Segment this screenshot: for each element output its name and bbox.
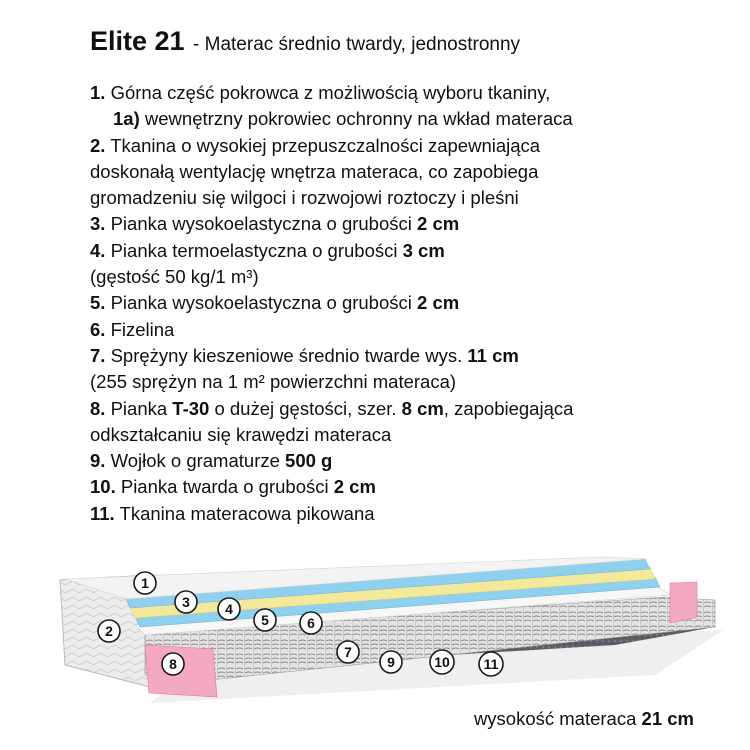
spec-item [90,501,730,527]
mattress-cross-section [55,555,730,705]
spec-value: 2 cm [417,292,460,314]
height-value: 21 cm [641,708,694,729]
callout-5 [254,609,276,631]
spec-number: 8. [90,397,106,419]
callout-10 [430,650,454,674]
spec-text: Wojłok o gramaturze [110,450,280,472]
callout-label: 3 [182,594,190,610]
spec-item [90,106,730,132]
callout-4 [218,598,240,620]
spec-number: 2. [90,134,106,156]
callout-label: 8 [169,656,177,672]
spec-text: Tkanina materacowa pikowana [119,502,375,524]
spec-text: Tkanina o wysokiej przepuszczalności zapewniająca [110,134,541,156]
spec-continuation: (255 sprężyn na 1 m² powierzchni materaca) [90,371,457,393]
spec-number: 3. [90,213,106,235]
height-label: wysokość materaca [473,708,637,729]
spec-text: Górna część pokrowca z możliwością wyboru tkaniny, [110,82,551,103]
spec-list [90,80,730,527]
product-title: Elite 21 [90,26,185,56]
callout-label: 11 [483,656,499,672]
spec-item [90,317,730,343]
product-subtitle: - Materac średnio twardy, jednostronny [193,34,521,55]
spec-number: 6. [90,318,106,340]
spec-continuation: doskonałą wentylację wnętrza materaca, co zapobiega [90,160,539,182]
spec-value: 11 cm [467,344,519,366]
spec-number: 1a) [113,108,140,130]
spec-item [90,290,730,316]
spec-item [90,448,730,474]
spec-value: 3 cm [402,239,445,261]
spec-number: 10. [90,476,116,498]
spec-value: 2 cm [417,213,460,235]
spec-text: Pianka wysokoelastyczna o grubości [110,213,412,235]
spec-continuation: gromadzeniu się wilgoci i rozwojowi roztoczy i pleśni [90,187,519,209]
spec-number: 5. [90,292,106,314]
callout-label: 10 [434,654,450,670]
edge-foam-right [670,582,697,623]
spec-number: 9. [90,450,106,472]
callout-label: 5 [261,612,269,628]
spec-item [90,211,730,237]
spec-number: 4. [90,239,106,261]
spec-item [90,474,730,500]
spec-text: o dużej gęstości, szer. [214,397,397,419]
spec-item [90,343,730,369]
spec-value: 8 cm [401,397,444,419]
spec-item [90,396,730,422]
spec-number: 1. [90,82,106,103]
spec-continuation: odkształcaniu się krawędzi materaca [90,423,392,445]
spec-item [90,238,730,264]
callout-1 [134,572,156,594]
spec-item [90,80,730,106]
header [90,26,520,57]
callout-2 [98,620,120,642]
spec-value: T-30 [172,397,210,419]
callout-label: 6 [307,615,315,631]
callout-6 [300,612,322,634]
callout-label: 9 [387,654,395,670]
callout-label: 2 [105,623,113,639]
callout-11 [479,652,503,676]
spec-text: Sprężyny kieszeniowe średnio twarde wys. [110,344,463,366]
spec-text: , zapobiegająca [443,397,574,419]
callout-8 [162,653,184,675]
spec-continuation: (gęstość 50 kg/1 m³) [90,266,259,288]
spec-item [90,133,730,159]
spec-text: Pianka twarda o grubości [120,476,329,498]
spec-text: Fizelina [110,318,175,340]
spec-value: 2 cm [333,476,376,498]
spec-text: Pianka [110,397,168,419]
callout-label: 7 [344,644,352,660]
callout-7 [337,641,359,663]
mattress-height [474,708,694,730]
spec-number: 11. [90,502,115,524]
spec-text: Pianka termoelastyczna o grubości [110,239,398,261]
callout-label: 4 [225,601,233,617]
spec-value: 500 g [285,450,333,472]
callout-label: 1 [141,575,149,591]
callout-3 [175,591,197,613]
callout-9 [380,651,402,673]
spec-number: 7. [90,344,106,366]
spec-text: wewnętrzny pokrowiec ochronny na wkład materaca [144,108,573,130]
spec-text: Pianka wysokoelastyczna o grubości [110,292,412,314]
